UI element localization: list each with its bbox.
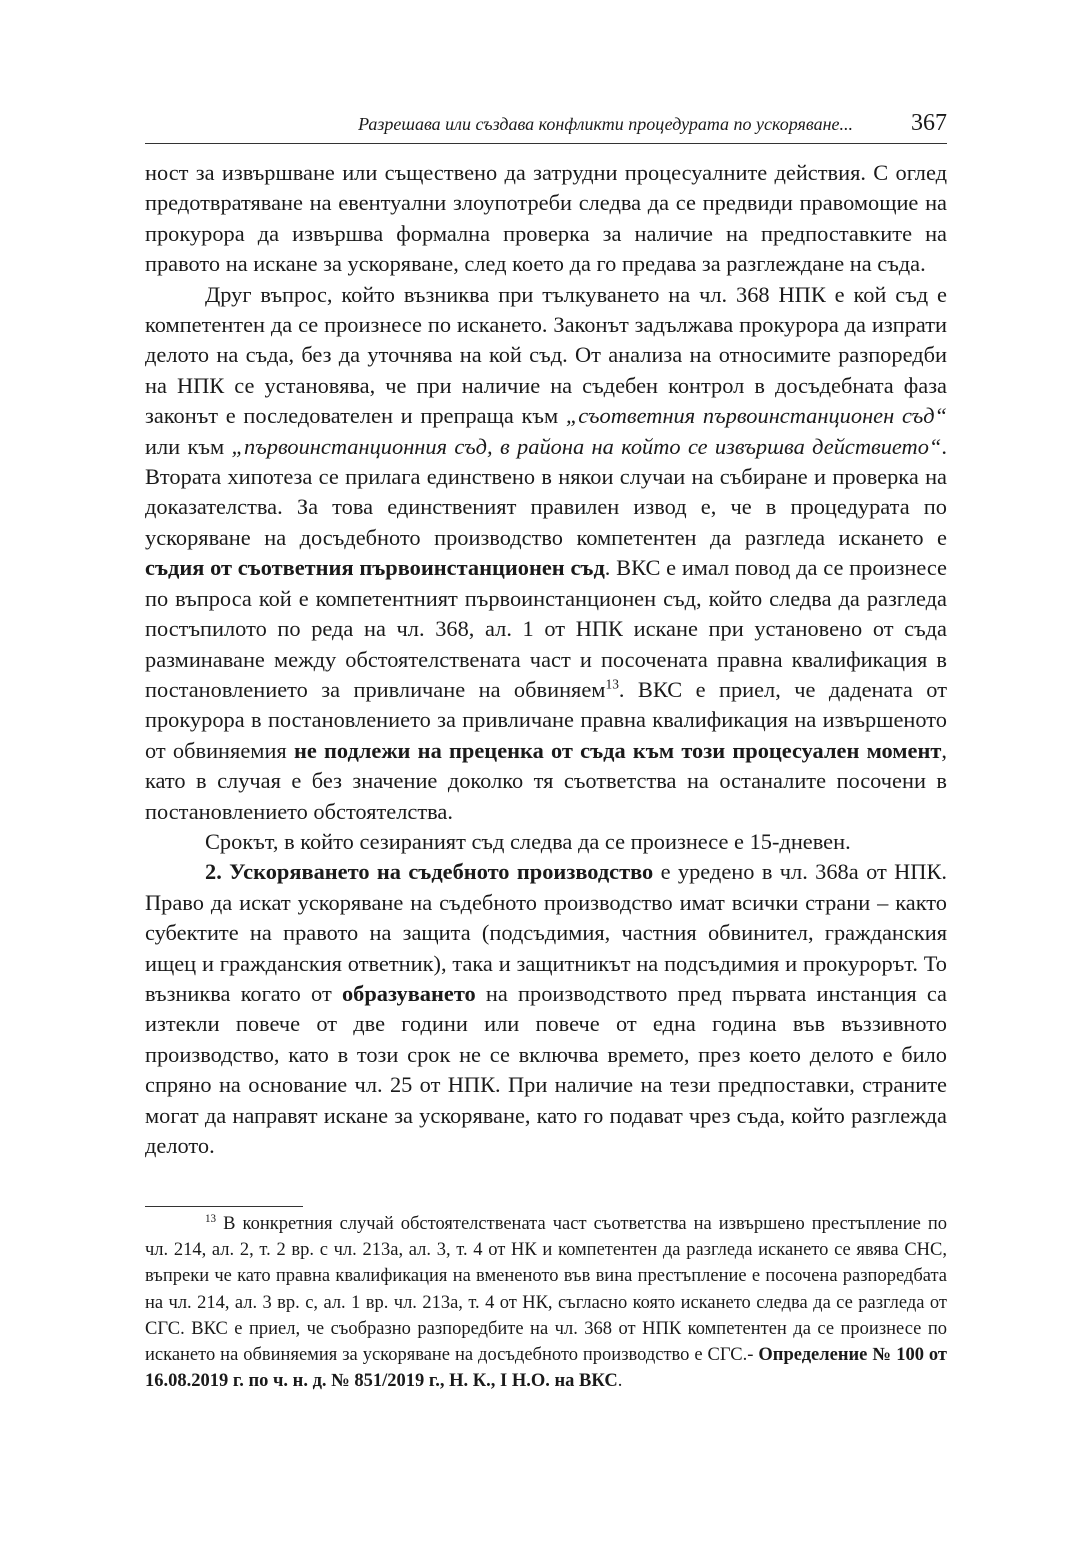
main-text xyxy=(145,158,947,1161)
section-heading: 2. Ускоряването на съдебното производство xyxy=(205,859,654,885)
paragraph-text: Друг въпрос, който възниква при тълкуването на чл. 368 НПК е кой съд е компетентен да се произнесе по искането. Законът задължава прокурора да изпрати делото на съда, без да уточнява на кой съд. От анализа на относимите разпоредби на НПК се установява, че при наличие на съдебен контрол в досъдебната фаза законът е последователен и препраща към xyxy=(145,281,947,429)
footnote-ref[interactable]: 13 xyxy=(605,676,619,692)
paragraph-text: . ВКС е имал повод да се произнесе по въпроса кой е компетентният първоинстанционен съд, който следва да разгледа постъпилото по реда на чл. 368, ал. 1 от НПК искане при установено от съда разминаване между обстоятелствената част и посочената правна квалификация в постановлението за привличане на обвиняем xyxy=(145,555,947,702)
paragraph-4 xyxy=(145,857,947,1161)
paragraph-2 xyxy=(145,280,947,827)
paragraph-text: или към xyxy=(145,433,232,459)
paragraph-1 xyxy=(145,158,947,280)
quoted-term: „първоинстанционния съд, в района на който се извършва действието“ xyxy=(231,433,942,459)
page-number: 367 xyxy=(911,110,947,136)
paragraph-text: , като в случая е без значение доколко тя съответства на останалите посочени в постановлението обстоятелства. xyxy=(145,737,947,824)
emphasis: образуването xyxy=(341,980,476,1006)
running-title: Разрешава или създава конфликти процедурата по ускоряване... xyxy=(358,114,853,134)
paragraph-text: Срокът, в който сезираният съд следва да се произнесе е 15-дневен. xyxy=(205,828,851,854)
paragraph-text: на производството пред първата инстанция са изтекли повече от две години или повече от една година във въззивното производство, като в този срок не се включва времето, през което делото е било спряно на основание чл. 25 от НПК. При наличие на тези предпоставки, страните могат да направят искане за ускоряване, като го подават чрез съда, който разглежда делото. xyxy=(145,980,947,1158)
paragraph-text: е уредено в чл. 368а от НПК. Право да искат ускоряване на съдебното производство имат всички страни – както субектите на правото на защита (подсъдимия, частния обвинител, гражданския ищец и гражданския ответник), така и защитникът на подсъдимия и прокурорът. То възниква когато от xyxy=(145,859,947,1006)
emphasis: не подлежи на преценка от съда към този процесуален момент xyxy=(293,737,942,763)
paragraph-3 xyxy=(145,827,947,857)
footnote-separator xyxy=(145,1206,303,1207)
paragraph-text: . Втората хипотеза се прилага единствено в някои случаи на събиране и проверка на доказателства. За това единственият правилен извод е, че в процедурата по ускоряване на досъдебното производство компетентен да разгледа искането е xyxy=(145,433,947,550)
paragraph-text: . ВКС е приел, че дадената от прокурора в постановлението за привличане правна квалификация на извършеното от обвиняемия xyxy=(145,676,947,763)
emphasis: съдия от съответния първоинстанционен съд xyxy=(145,555,605,581)
paragraph-text: ност за извършване или съществено да затрудни процесуалните действия. С оглед предотвратяване на евентуални злоупотреби следва да се предвиди правомощие на прокурора да извършва формална проверка за наличие на предпоставките на правото на искане за ускоряване, след което да го предава за разглеждане на съда. xyxy=(145,160,947,277)
footnote xyxy=(145,1211,947,1394)
quoted-term: „съответния първоинстанционен съд“ xyxy=(565,403,947,429)
footnote-citation: Определение № 100 от 16.08.2019 г. по ч. н. д. № 851/2019 г., Н. К., I Н.О. на ВКС xyxy=(145,1345,947,1392)
running-header xyxy=(145,110,947,144)
page xyxy=(145,110,947,1161)
footnote-text: В конкретния случай обстоятелствената част съответства на извършено престъпление по чл. 214, ал. 2, т. 2 вр. с чл. 213а, ал. 3, т. 4 от НК и компетентен да разгледа искането се явява СНС, въпреки че като правна квалификация на вмененото във вина престъпление е посочена разпоредбата на чл. 214, ал. 3 вр. с, ал. 1 вр. чл. 213а, т. 4 от НК, съгласно която искането следва да се разгледа от СГС. ВКС е приел, че съобразно разпоредбите на чл. 368 от НПК компетентен да се произнесе по искането на обвиняемия за ускоряване на досъдебното производство е СГС.- xyxy=(145,1214,947,1366)
footnote-text: . xyxy=(617,1371,623,1392)
footnote-number: 13 xyxy=(205,1212,217,1225)
